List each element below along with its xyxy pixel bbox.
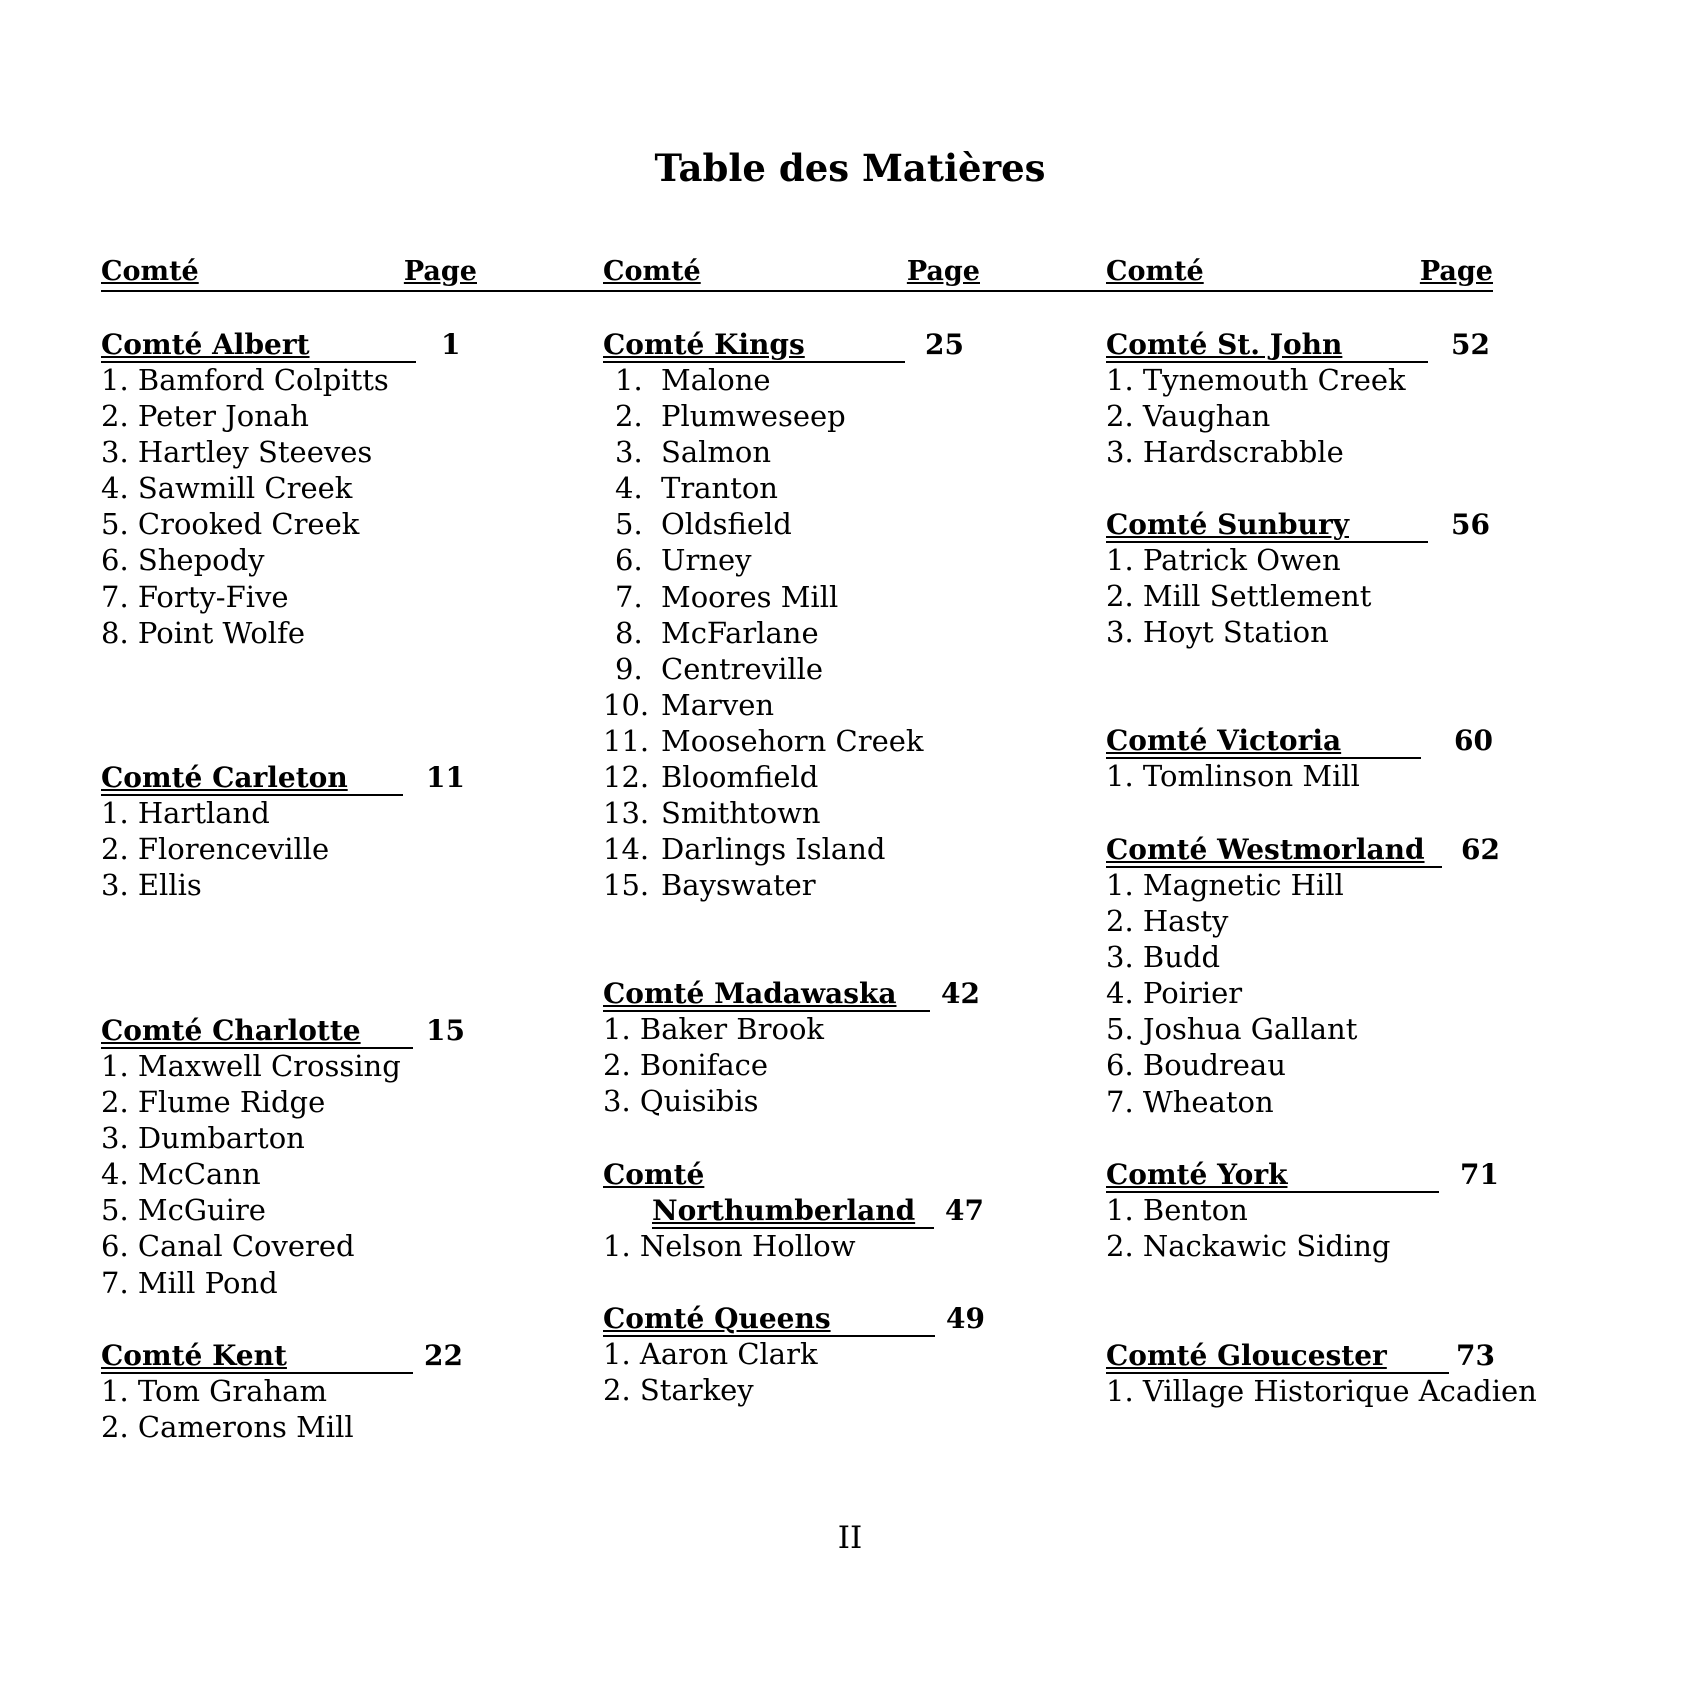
column-header-page: Page [906, 256, 980, 287]
section-items [603, 364, 924, 905]
list-item: 2. Boniface [603, 1048, 769, 1083]
list-item: 1. Tynemouth Creek [1106, 363, 1406, 397]
section-kings [603, 328, 964, 905]
section-items [603, 1013, 824, 1121]
list-item: 1. Maxwell Crossing [101, 1049, 401, 1083]
list-item: 4. Tranton [615, 471, 778, 506]
section-name: Comté Kent [101, 1339, 413, 1374]
list-item: 3. Budd [1106, 940, 1221, 975]
section-albert [101, 328, 461, 653]
list-item: 2. Hasty [1106, 904, 1229, 939]
list-item: 2. Peter Jonah [101, 399, 309, 434]
section-name: Comté York [1106, 1158, 1439, 1193]
section-page-number: 60 [1454, 724, 1493, 757]
list-item: 3. Hoyt Station [1106, 615, 1329, 650]
list-item: 1. Benton [1106, 1193, 1248, 1227]
list-item: 2. Plumweseep [615, 399, 846, 434]
list-item: 1. Magnetic Hill [1106, 868, 1344, 902]
list-item: 3. Dumbarton [101, 1121, 305, 1156]
section-york [1106, 1158, 1499, 1266]
section-page-number: 1 [441, 328, 461, 361]
section-name: Comté Charlotte [101, 1014, 413, 1049]
list-item: 12. Bloomfield [603, 760, 819, 795]
section-name: Comté St. John [1106, 328, 1428, 363]
column-header-1 [101, 256, 477, 292]
section-heading [101, 1339, 463, 1375]
list-item: 6. Canal Covered [101, 1229, 355, 1264]
section-items [1106, 544, 1371, 652]
list-item: 6. Urney [615, 543, 752, 578]
column-header-comte: Comté [101, 256, 199, 287]
section-westmorland [1106, 833, 1500, 1122]
section-heading [101, 328, 461, 364]
section-items [1106, 1194, 1390, 1266]
section-name: Comté Albert [101, 328, 416, 363]
section-page-number: 15 [426, 1014, 465, 1047]
list-item: 4. Sawmill Creek [101, 471, 353, 506]
section-heading-line-1 [603, 1158, 856, 1194]
section-page-number: 47 [945, 1194, 984, 1227]
section-sunbury [1106, 508, 1490, 652]
list-item: 7. Moores Mill [615, 579, 839, 614]
list-item: 3. Salmon [615, 435, 772, 470]
section-items [1106, 1375, 1537, 1411]
section-heading [603, 977, 980, 1013]
section-name: Comté Queens [603, 1302, 935, 1337]
section-heading [603, 1194, 984, 1230]
section-page-number: 56 [1451, 508, 1490, 541]
list-item: 5. Oldsfield [615, 507, 792, 542]
list-item: 11. Moosehorn Creek [603, 723, 924, 758]
section-page-number: 71 [1460, 1158, 1499, 1191]
section-heading [1106, 1339, 1537, 1375]
section-heading [1106, 1158, 1499, 1194]
section-heading [1106, 328, 1490, 364]
section-items [1106, 760, 1360, 796]
column-header-page: Page [403, 256, 477, 287]
section-name: Comté Victoria [1106, 724, 1421, 759]
list-item: 1. Patrick Owen [1106, 543, 1341, 577]
list-item: 1. Tomlinson Mill [1106, 759, 1360, 793]
list-item: 2. Mill Settlement [1106, 579, 1372, 614]
section-page-number: 42 [941, 977, 980, 1010]
list-item: 3. Hartley Steeves [101, 435, 373, 470]
section-items [603, 1338, 818, 1410]
section-name: Comté Gloucester [1106, 1339, 1449, 1374]
section-page-number: 11 [426, 761, 465, 794]
section-heading [101, 761, 465, 797]
list-item: 15. Bayswater [603, 868, 816, 903]
list-item: 1. Baker Brook [603, 1012, 824, 1046]
column-header-comte: Comté [603, 256, 701, 287]
column-header-comte: Comté [1106, 256, 1204, 287]
page-number-footer: II [837, 1520, 863, 1556]
list-item: 1. Tom Graham [101, 1374, 327, 1408]
section-items [101, 364, 389, 653]
list-item: 2. Vaughan [1106, 399, 1271, 434]
section-gloucester [1106, 1339, 1537, 1411]
section-heading [101, 1014, 465, 1050]
section-items [1106, 869, 1357, 1122]
section-items [101, 1050, 401, 1303]
list-item: 8. Point Wolfe [101, 615, 305, 650]
section-heading [1106, 833, 1500, 869]
list-item: 7. Mill Pond [101, 1265, 278, 1300]
section-items [1106, 364, 1406, 472]
column-header-2 [477, 256, 980, 292]
section-name: Comté Sunbury [1106, 508, 1428, 543]
section-page-number: 73 [1456, 1339, 1495, 1372]
list-item: 5. Crooked Creek [101, 507, 360, 542]
section-madawaska [603, 977, 980, 1121]
section-northumberland [603, 1158, 984, 1266]
section-charlotte [101, 1014, 465, 1303]
section-kent [101, 1339, 463, 1447]
list-item: 8. McFarlane [615, 615, 819, 650]
list-item: 4. McCann [101, 1157, 261, 1192]
section-name: Northumberland [652, 1194, 934, 1229]
section-page-number: 22 [424, 1339, 463, 1372]
list-item: 3. Hardscrabble [1106, 435, 1344, 470]
list-item: 5. McGuire [101, 1193, 266, 1228]
list-item: 1. Bamford Colpitts [101, 363, 389, 397]
section-items [101, 797, 329, 905]
page-title: Table des Matières [654, 146, 1046, 190]
list-item: 2. Florenceville [101, 832, 330, 867]
section-name: Comté Carleton [101, 761, 403, 796]
section-name: Comté Westmorland [1106, 833, 1442, 868]
list-item: 2. Nackawic Siding [1106, 1229, 1391, 1264]
list-item: 1. Hartland [101, 796, 270, 830]
list-item: 1. Malone [615, 363, 771, 397]
section-page-number: 49 [946, 1302, 985, 1335]
list-item: 7. Wheaton [1106, 1084, 1274, 1119]
list-item: 5. Joshua Gallant [1106, 1012, 1358, 1047]
section-queens [603, 1302, 985, 1410]
list-item: 2. Starkey [603, 1373, 754, 1408]
section-heading [603, 1302, 985, 1338]
list-item: 13. Smithtown [603, 796, 821, 831]
section-items [101, 1375, 354, 1447]
section-st-john [1106, 328, 1490, 472]
list-item: 10. Marven [603, 687, 775, 722]
section-victoria [1106, 724, 1493, 796]
section-page-number: 62 [1461, 833, 1500, 866]
section-heading [1106, 724, 1493, 760]
section-heading [1106, 508, 1490, 544]
section-carleton [101, 761, 465, 905]
list-item: 2. Flume Ridge [101, 1085, 326, 1120]
list-item: 1. Nelson Hollow [603, 1229, 856, 1263]
list-item: 1. Village Historique Acadien [1106, 1374, 1537, 1408]
column-header-3 [980, 256, 1493, 292]
list-item: 6. Boudreau [1106, 1048, 1286, 1083]
column-header-page: Page [1419, 256, 1493, 287]
section-page-number: 25 [925, 328, 964, 361]
list-item: 6. Shepody [101, 543, 265, 578]
section-page-number: 52 [1451, 328, 1490, 361]
list-item: 3. Ellis [101, 868, 202, 903]
list-item: 9. Centreville [615, 651, 824, 686]
list-item: 4. Poirier [1106, 976, 1243, 1011]
list-item: 3. Quisibis [603, 1084, 759, 1119]
section-name-prefix: Comté [603, 1158, 705, 1191]
list-item: 2. Camerons Mill [101, 1410, 354, 1445]
section-heading [603, 328, 964, 364]
section-items [603, 1230, 856, 1266]
section-name: Comté Madawaska [603, 977, 930, 1012]
list-item: 1. Aaron Clark [603, 1337, 818, 1371]
section-name: Comté Kings [603, 328, 905, 363]
list-item: 14. Darlings Island [603, 832, 886, 867]
list-item: 7. Forty-Five [101, 579, 289, 614]
